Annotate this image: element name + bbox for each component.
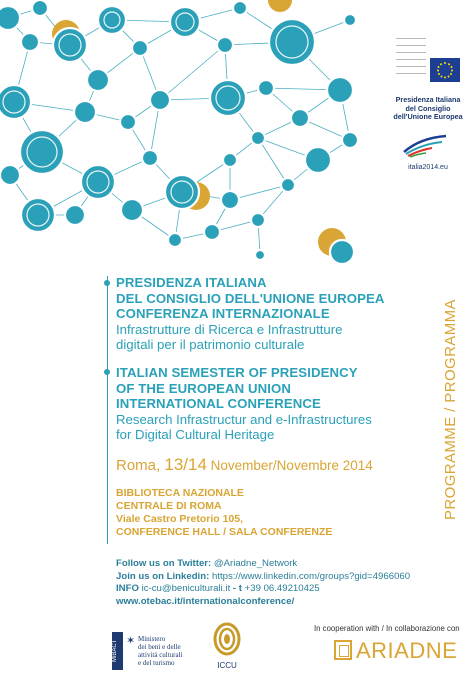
mibact-badge: MiBACT — [112, 632, 123, 670]
content-divider-line — [107, 276, 108, 544]
info-email-link[interactable]: ic-cu@beniculturali.it — [138, 583, 231, 594]
presidency-site: italia2014.eu — [408, 164, 448, 171]
italia2014-swoosh-icon — [402, 134, 448, 158]
mibact-logo — [112, 632, 207, 670]
venue-line4: CONFERENCE HALL / SALA CONFERENZE — [116, 526, 333, 538]
italian-line3: CONFERENZA INTERNAZIONALE — [116, 306, 330, 321]
iccu-logo — [212, 622, 242, 672]
mibact-line4: e del turismo — [138, 659, 175, 667]
twitter-link[interactable]: @Ariadne_Network — [211, 558, 298, 569]
date-days: 13/14 — [164, 455, 207, 474]
eu-flag-icon — [430, 58, 460, 82]
eu-council-building-icon — [396, 38, 426, 88]
event-date — [116, 455, 373, 475]
phone-label: - t — [230, 583, 242, 594]
mibact-line3: attività culturali — [138, 651, 183, 659]
cooperation-text: In cooperation with / In collaborazione con — [314, 624, 460, 633]
phone-value: +39 06.49210425 — [241, 583, 320, 594]
mibact-line1: Ministero — [138, 635, 166, 643]
website-link[interactable]: www.otebac.it/internationalconference/ — [116, 595, 295, 607]
italian-line1: PRESIDENZA ITALIANA — [116, 275, 267, 290]
venue-line3: Viale Castro Pretorio 105, — [116, 513, 244, 525]
english-line4: Research Infrastructur and e-Infrastructures — [116, 411, 372, 427]
ariadne-wordmark: ARIADNE — [356, 638, 458, 663]
contacts — [116, 558, 461, 608]
italian-line4: Infrastrutture di Ricerca e Infrastrutture — [116, 321, 343, 337]
date-month: November/Novembre 2014 — [206, 458, 373, 473]
english-line1: ITALIAN SEMESTER OF PRESIDENCY — [116, 365, 358, 380]
italian-heading — [116, 275, 436, 353]
ariadne-logo — [334, 638, 464, 664]
mibact-star-icon: ✶ — [126, 635, 136, 647]
iccu-label: ICCU — [217, 661, 237, 670]
presidency-line2: del Consiglio — [405, 103, 451, 113]
info-row — [116, 583, 461, 596]
english-line3: INTERNATIONAL CONFERENCE — [116, 396, 321, 411]
linkedin-label: Join us on Linkedin: — [116, 570, 210, 582]
venue-line1: BIBLIOTECA NAZIONALE — [116, 487, 244, 499]
presidency-line1: Presidenza Italiana — [395, 95, 461, 104]
english-heading — [116, 365, 436, 443]
ariadne-maze-icon — [334, 640, 352, 660]
venue — [116, 487, 332, 539]
programme-label: PROGRAMME / PROGRAMMA — [442, 299, 459, 520]
linkedin-link[interactable]: https://www.linkedin.com/groups?gid=4966060 — [209, 570, 411, 582]
date-city: Roma, — [116, 457, 165, 474]
mibact-line2: dei beni e delle — [138, 643, 181, 651]
twitter-label: Follow us on Twitter: — [116, 558, 212, 569]
iccu-emblem-icon — [212, 622, 242, 656]
presidency-logo — [388, 38, 468, 178]
bullet-english — [104, 369, 110, 375]
italian-line5: digitali per il patrimonio culturale — [116, 337, 305, 352]
linkedin-row — [116, 571, 461, 584]
bullet-italian — [104, 280, 110, 286]
venue-line2: CENTRALE DI ROMA — [116, 500, 222, 512]
presidency-line3: dell'Unione Europea — [393, 112, 463, 121]
italian-line2: DEL CONSIGLIO DELL'UNIONE EUROPEA — [116, 290, 385, 306]
twitter-row — [116, 558, 461, 571]
english-line5: for Digital Cultural Heritage — [116, 427, 275, 442]
english-line2: OF THE EUROPEAN UNION — [116, 380, 292, 396]
info-label: INFO — [116, 583, 139, 594]
